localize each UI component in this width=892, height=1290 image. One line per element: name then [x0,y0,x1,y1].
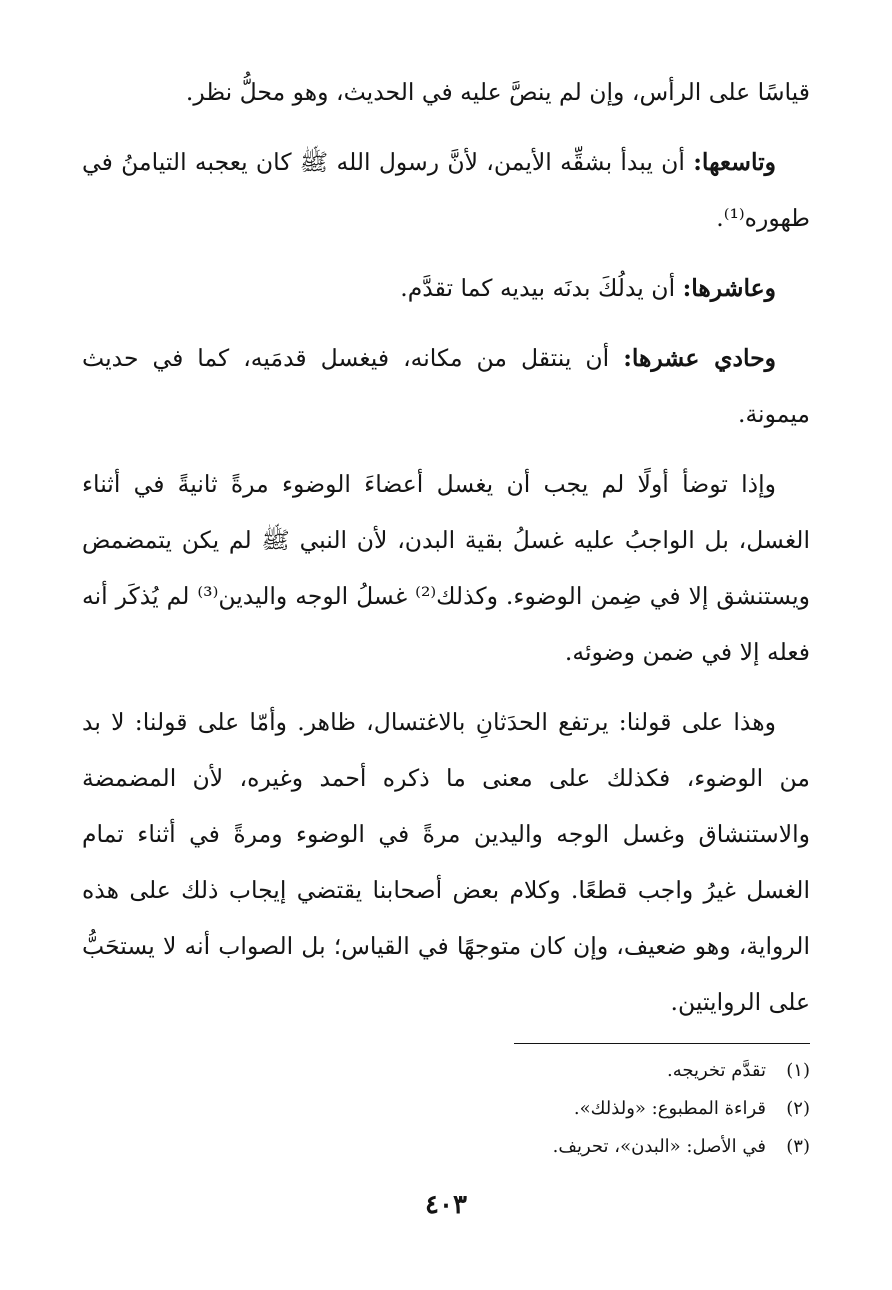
paragraph-6 [82,694,810,1030]
paragraph-3-text: أن يدلُكَ بدنَه بيديه كما تقدَّم. [400,274,683,302]
paragraph-2 [82,134,810,246]
paragraph-4-text: أن ينتقل من مكانه، فيغسل قدمَيه، كما في حديث ميمونة. [82,344,810,428]
paragraph-2-lead: وتاسعها: [693,148,776,176]
footnote-3 [210,1128,810,1166]
footnote-divider [514,1043,810,1044]
main-text [82,64,810,1040]
paragraph-5 [82,456,810,680]
footnote-1 [210,1052,810,1090]
paragraph-3-lead: وعاشرها: [682,274,776,302]
paragraph-2-text: أن يبدأ بشقِّه الأيمن، لأنَّ رسول الله ﷺ كان يعجبه التيامنُ في طهوره⁽¹⁾. [82,148,810,232]
paragraph-3 [82,260,810,316]
page-number: ٤٠٣ [425,1190,467,1220]
paragraph-6-text: وهذا على قولنا: يرتفع الحدَثانِ بالاغتسال، ظاهر. وأمّا على قولنا: لا بد من الوضوء، فكذلك على معنى ما ذكره أحمد وغيره، لأن المضمضة والاستنشاق وغسل الوجه واليدين مرةً في الوضوء ومرةً في أثناء تمام الغسل غيرُ واجب قطعًا. وكلام بعض أصحابنا يقتضي إيجاب ذلك على هذه الرواية، وهو ضعيف، وإن كان متوجهًا في القياس؛ بل الصواب أنه لا يستحَبُّ على الروايتين. [82,708,810,1016]
paragraph-1 [82,64,810,120]
footnote-1-number: (١) [786,1060,810,1081]
footnotes [210,1052,810,1166]
footnote-2 [210,1090,810,1128]
paragraph-4 [82,330,810,442]
footnote-1-text: تقدَّم تخريجه. [667,1060,766,1081]
paragraph-5-text: وإذا توضأ أولًا لم يجب أن يغسل أعضاءَ الوضوء مرةً ثانيةً في أثناء الغسل، بل الواجبُ عليه غسلُ بقية البدن، لأن النبي ﷺ لم يكن يتمضمض ويستنشق إلا في ضِمن الوضوء. وكذلك⁽²⁾ غسلُ الوجه واليدين⁽³⁾ لم يُذكَر أنه فعله إلا في ضمن وضوئه. [82,470,811,666]
footnote-3-text: في الأصل: «البدن»، تحريف. [552,1136,766,1157]
footnote-2-text: قراءة المطبوع: «ولذلك». [573,1098,766,1119]
paragraph-4-lead: وحادي عشرها: [623,344,776,372]
footnote-2-number: (٢) [786,1098,810,1119]
footnote-3-number: (٣) [786,1136,810,1157]
paragraph-1-text: قياسًا على الرأس، وإن لم ينصَّ عليه في الحديث، وهو محلُّ نظر. [185,78,810,106]
